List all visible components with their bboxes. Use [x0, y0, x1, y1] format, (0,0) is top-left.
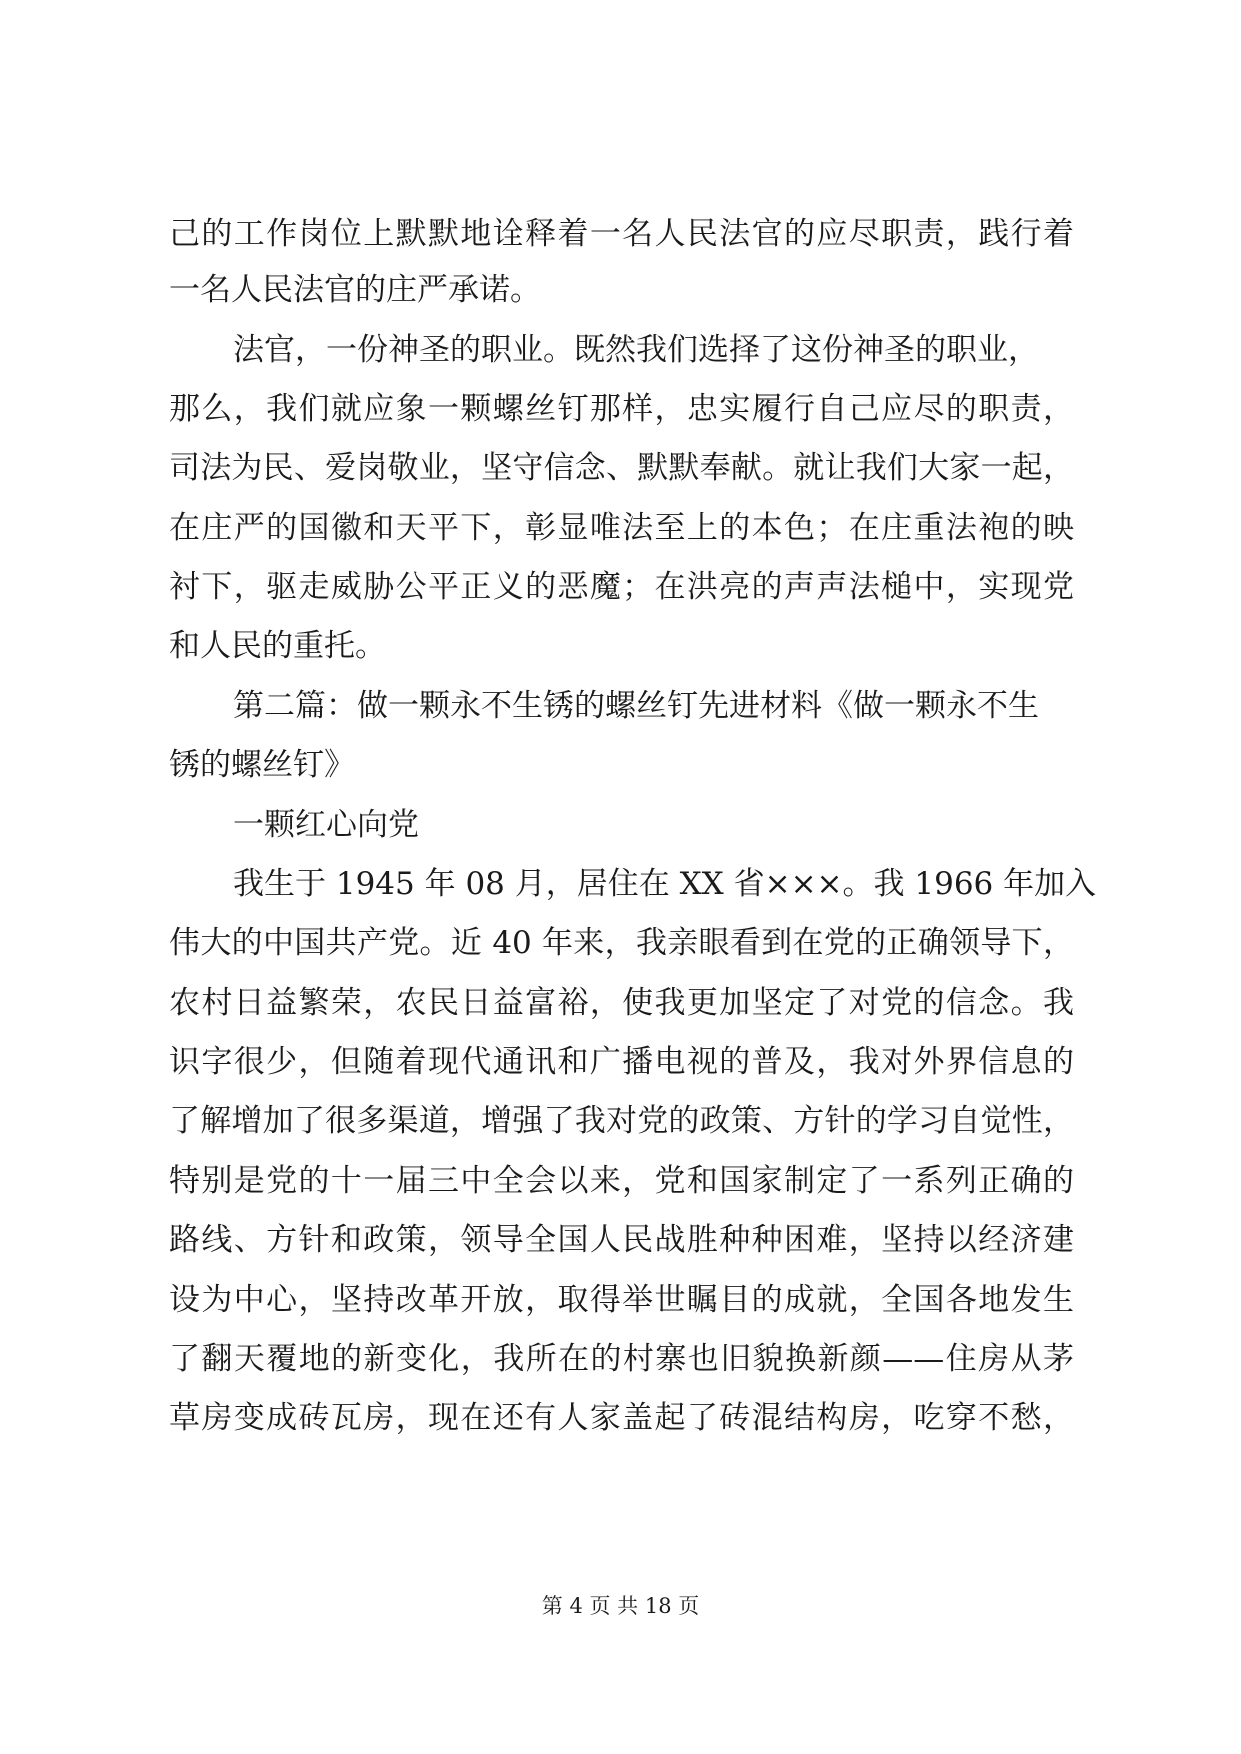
- text-line: [0, 508, 1241, 548]
- text-line: [0, 864, 1241, 904]
- text-line: [0, 330, 1241, 370]
- line-text: 第二篇：做一颗永不生锈的螺丝钉先进材料《做一颗永不生: [233, 688, 1039, 724]
- text-line: [0, 448, 1241, 488]
- line-text: 特别是党的十一届三中全会以来，党和国家制定了一系列正确的: [169, 1163, 1074, 1199]
- line-text: 和人民的重托。: [169, 628, 386, 664]
- text-line: [0, 567, 1241, 607]
- text-line: [0, 923, 1241, 963]
- text-line: [0, 626, 1241, 666]
- line-text: 法官，一份神圣的职业。既然我们选择了这份神圣的职业，: [233, 332, 1039, 368]
- line-text: 锈的螺丝钉》: [169, 747, 355, 783]
- line-text: 草房变成砖瓦房，现在还有人家盖起了砖混结构房，吃穿不愁，: [169, 1400, 1074, 1436]
- text-line: [0, 389, 1241, 429]
- page-number-footer: 第 4 页 共 18 页: [541, 1594, 700, 1618]
- line-text: 农村日益繁荣，农民日益富裕，使我更加坚定了对党的信念。我: [169, 985, 1074, 1021]
- text-line: [0, 1042, 1241, 1082]
- text-line: [0, 1161, 1241, 1201]
- line-text: 路线、方针和政策，领导全国人民战胜种种困难，坚持以经济建: [169, 1222, 1074, 1258]
- text-line: [0, 214, 1241, 254]
- text-line: [0, 1101, 1241, 1141]
- line-text: 一名人民法官的庄严承诺。: [169, 272, 541, 308]
- line-text: 那么，我们就应象一颗螺丝钉那样，忠实履行自己应尽的职责，: [169, 391, 1074, 427]
- line-text: 识字很少，但随着现代通讯和广播电视的普及，我对外界信息的: [169, 1044, 1074, 1080]
- line-text: 了翻天覆地的新变化，我所在的村寨也旧貌换新颜——住房从茅: [169, 1341, 1074, 1377]
- text-line: [0, 270, 1241, 310]
- text-line: [0, 983, 1241, 1023]
- text-line: [0, 1398, 1241, 1438]
- line-text: 伟大的中国共产党。近 40 年来，我亲眼看到在党的正确领导下，: [169, 925, 1074, 961]
- text-line: [0, 745, 1241, 785]
- line-text: 了解增加了很多渠道，增强了我对党的政策、方针的学习自觉性，: [169, 1103, 1074, 1139]
- text-line: [0, 1220, 1241, 1260]
- text-line: [0, 1280, 1241, 1320]
- line-text: 我生于 1945 年 08 月，居住在 XX 省×××。我 1966 年加入: [233, 866, 1097, 902]
- text-line: [0, 805, 1241, 845]
- line-text: 司法为民、爱岗敬业，坚守信念、默默奉献。就让我们大家一起，: [169, 450, 1074, 486]
- text-line: [0, 1339, 1241, 1379]
- line-text: 衬下，驱走威胁公平正义的恶魔；在洪亮的声声法槌中，实现党: [169, 569, 1074, 605]
- line-text: 己的工作岗位上默默地诠释着一名人民法官的应尽职责，践行着: [169, 216, 1074, 252]
- line-text: 在庄严的国徽和天平下，彰显唯法至上的本色；在庄重法袍的映: [169, 510, 1074, 546]
- line-text: 设为中心，坚持改革开放，取得举世瞩目的成就，全国各地发生: [169, 1282, 1074, 1318]
- line-text: 一颗红心向党: [233, 807, 419, 843]
- text-line: [0, 686, 1241, 726]
